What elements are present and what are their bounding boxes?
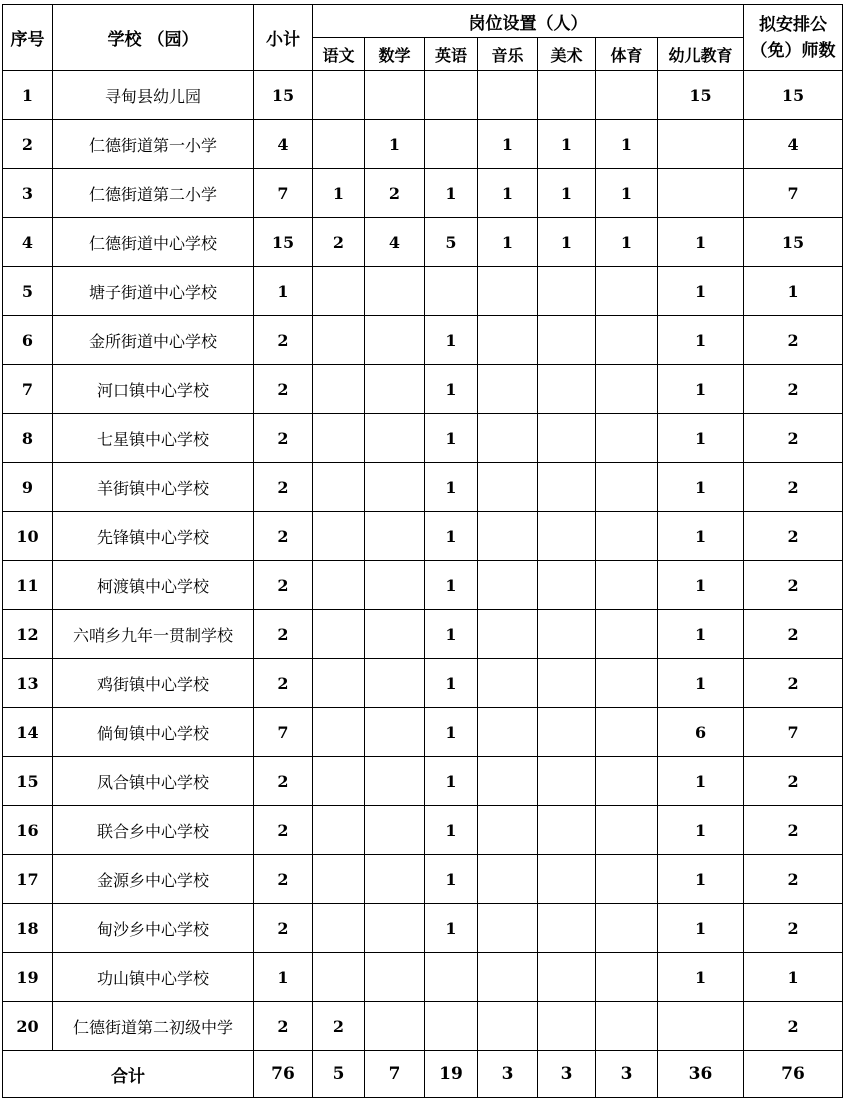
header-subtotal: 小计 — [254, 5, 313, 71]
row-position-cell — [596, 561, 658, 610]
row-position-cell: 1 — [425, 512, 478, 561]
row-position-cell: 1 — [478, 169, 538, 218]
table-row — [3, 512, 843, 561]
row-subtotal: 2 — [254, 610, 313, 659]
row-position-cell — [596, 512, 658, 561]
row-school: 仁德街道第二初级中学 — [53, 1002, 254, 1051]
row-seq: 14 — [3, 708, 53, 757]
row-seq: 4 — [3, 218, 53, 267]
row-position-cell — [478, 806, 538, 855]
row-position-cell — [538, 463, 596, 512]
header-school: 学校 （园） — [53, 5, 254, 71]
row-final: 2 — [744, 463, 843, 512]
row-seq: 9 — [3, 463, 53, 512]
row-position-cell — [478, 365, 538, 414]
row-position-cell — [313, 610, 365, 659]
row-position-cell — [313, 267, 365, 316]
row-position-cell: 1 — [658, 316, 744, 365]
row-position-cell: 1 — [538, 218, 596, 267]
row-final: 2 — [744, 1002, 843, 1051]
row-position-cell — [478, 953, 538, 1002]
row-position-cell — [365, 512, 425, 561]
row-position-cell — [478, 757, 538, 806]
row-seq: 13 — [3, 659, 53, 708]
row-subtotal: 2 — [254, 806, 313, 855]
row-position-cell — [313, 855, 365, 904]
row-position-cell — [478, 71, 538, 120]
row-position-cell — [313, 561, 365, 610]
row-position-cell — [313, 659, 365, 708]
row-position-cell: 2 — [313, 218, 365, 267]
row-position-cell — [478, 1002, 538, 1051]
row-subtotal: 1 — [254, 953, 313, 1002]
row-school: 柯渡镇中心学校 — [53, 561, 254, 610]
row-position-cell — [365, 757, 425, 806]
total-cell: 36 — [658, 1051, 744, 1098]
row-position-cell — [538, 365, 596, 414]
row-position-cell — [596, 806, 658, 855]
row-school: 联合乡中心学校 — [53, 806, 254, 855]
row-position-cell — [596, 659, 658, 708]
row-final: 2 — [744, 561, 843, 610]
header-subject: 数学 — [365, 38, 425, 71]
table-row — [3, 463, 843, 512]
row-position-cell — [538, 953, 596, 1002]
document-page — [0, 4, 844, 1098]
row-final: 15 — [744, 71, 843, 120]
row-position-cell — [538, 855, 596, 904]
header-subject: 音乐 — [478, 38, 538, 71]
row-position-cell — [538, 757, 596, 806]
row-seq: 20 — [3, 1002, 53, 1051]
table-footer — [3, 1051, 843, 1098]
row-school: 河口镇中心学校 — [53, 365, 254, 414]
row-position-cell: 1 — [425, 904, 478, 953]
table-row — [3, 610, 843, 659]
row-position-cell — [365, 463, 425, 512]
row-final: 2 — [744, 316, 843, 365]
row-position-cell — [365, 561, 425, 610]
table-row — [3, 267, 843, 316]
total-final: 76 — [744, 1051, 843, 1098]
row-position-cell — [538, 904, 596, 953]
row-position-cell: 1 — [658, 365, 744, 414]
row-position-cell — [538, 659, 596, 708]
teacher-allocation-table — [2, 4, 843, 1098]
row-position-cell: 1 — [365, 120, 425, 169]
table-row — [3, 120, 843, 169]
row-subtotal: 15 — [254, 218, 313, 267]
row-position-cell: 2 — [313, 1002, 365, 1051]
row-position-cell — [365, 414, 425, 463]
total-row — [3, 1051, 843, 1098]
row-position-cell — [425, 120, 478, 169]
row-position-cell — [365, 708, 425, 757]
row-school: 功山镇中心学校 — [53, 953, 254, 1002]
row-final: 7 — [744, 169, 843, 218]
header-positions-group: 岗位设置（人） — [313, 5, 744, 38]
row-seq: 6 — [3, 316, 53, 365]
row-position-cell — [596, 855, 658, 904]
row-subtotal: 7 — [254, 708, 313, 757]
row-position-cell: 4 — [365, 218, 425, 267]
row-position-cell — [425, 71, 478, 120]
total-cell: 5 — [313, 1051, 365, 1098]
row-seq: 3 — [3, 169, 53, 218]
row-position-cell: 1 — [658, 855, 744, 904]
row-school: 七星镇中心学校 — [53, 414, 254, 463]
row-school: 金所街道中心学校 — [53, 316, 254, 365]
total-cell: 3 — [478, 1051, 538, 1098]
row-position-cell: 1 — [313, 169, 365, 218]
row-position-cell — [596, 904, 658, 953]
row-final: 2 — [744, 365, 843, 414]
row-position-cell — [425, 267, 478, 316]
row-position-cell — [478, 904, 538, 953]
row-position-cell — [658, 1002, 744, 1051]
row-position-cell — [365, 610, 425, 659]
row-position-cell — [478, 708, 538, 757]
row-final: 2 — [744, 855, 843, 904]
row-position-cell: 1 — [596, 120, 658, 169]
row-position-cell: 1 — [425, 561, 478, 610]
row-subtotal: 2 — [254, 512, 313, 561]
header-final — [744, 5, 843, 71]
row-position-cell: 1 — [538, 169, 596, 218]
row-position-cell — [596, 365, 658, 414]
row-position-cell — [596, 267, 658, 316]
table-body — [3, 71, 843, 1051]
row-position-cell — [365, 267, 425, 316]
table-row — [3, 218, 843, 267]
header-final-line2: （免）师数 — [750, 40, 836, 61]
table-row — [3, 708, 843, 757]
row-position-cell — [478, 267, 538, 316]
row-position-cell: 1 — [658, 757, 744, 806]
row-position-cell — [365, 365, 425, 414]
row-position-cell — [313, 757, 365, 806]
row-seq: 2 — [3, 120, 53, 169]
row-position-cell — [658, 169, 744, 218]
row-position-cell — [478, 316, 538, 365]
row-subtotal: 1 — [254, 267, 313, 316]
row-position-cell: 1 — [658, 806, 744, 855]
row-school: 六哨乡九年一贯制学校 — [53, 610, 254, 659]
row-position-cell — [365, 316, 425, 365]
row-position-cell: 1 — [658, 414, 744, 463]
row-position-cell — [365, 71, 425, 120]
row-position-cell: 1 — [596, 169, 658, 218]
table-row — [3, 659, 843, 708]
row-seq: 18 — [3, 904, 53, 953]
row-position-cell: 1 — [425, 659, 478, 708]
row-position-cell — [478, 659, 538, 708]
table-row — [3, 316, 843, 365]
row-position-cell — [365, 953, 425, 1002]
row-school: 倘甸镇中心学校 — [53, 708, 254, 757]
row-seq: 11 — [3, 561, 53, 610]
row-final: 1 — [744, 953, 843, 1002]
row-position-cell: 1 — [658, 463, 744, 512]
row-school: 鸡街镇中心学校 — [53, 659, 254, 708]
row-position-cell — [596, 463, 658, 512]
row-position-cell — [538, 806, 596, 855]
row-position-cell: 6 — [658, 708, 744, 757]
header-subject: 美术 — [538, 38, 596, 71]
row-school: 仁德街道第一小学 — [53, 120, 254, 169]
row-position-cell — [596, 1002, 658, 1051]
row-school: 甸沙乡中心学校 — [53, 904, 254, 953]
row-position-cell: 1 — [425, 316, 478, 365]
row-position-cell — [538, 610, 596, 659]
table-row — [3, 1002, 843, 1051]
table-row — [3, 169, 843, 218]
row-position-cell — [313, 512, 365, 561]
row-subtotal: 2 — [254, 316, 313, 365]
row-position-cell — [313, 365, 365, 414]
row-position-cell: 1 — [658, 218, 744, 267]
row-position-cell: 2 — [365, 169, 425, 218]
row-position-cell — [478, 855, 538, 904]
row-subtotal: 2 — [254, 414, 313, 463]
row-subtotal: 2 — [254, 904, 313, 953]
row-school: 仁德街道第二小学 — [53, 169, 254, 218]
row-position-cell: 1 — [478, 120, 538, 169]
row-position-cell — [596, 953, 658, 1002]
header-subject: 英语 — [425, 38, 478, 71]
table-row — [3, 561, 843, 610]
row-seq: 7 — [3, 365, 53, 414]
row-final: 2 — [744, 512, 843, 561]
row-position-cell — [538, 316, 596, 365]
row-final: 7 — [744, 708, 843, 757]
row-position-cell — [313, 316, 365, 365]
row-position-cell — [596, 708, 658, 757]
row-final: 1 — [744, 267, 843, 316]
row-subtotal: 2 — [254, 659, 313, 708]
row-position-cell: 5 — [425, 218, 478, 267]
row-position-cell — [596, 414, 658, 463]
row-seq: 10 — [3, 512, 53, 561]
table-header — [3, 5, 843, 71]
row-position-cell — [425, 953, 478, 1002]
total-label: 合计 — [3, 1051, 254, 1098]
row-seq: 17 — [3, 855, 53, 904]
table-row — [3, 904, 843, 953]
row-position-cell — [313, 953, 365, 1002]
table-row — [3, 71, 843, 120]
row-seq: 15 — [3, 757, 53, 806]
row-position-cell — [365, 806, 425, 855]
row-position-cell — [478, 561, 538, 610]
row-position-cell — [538, 414, 596, 463]
row-position-cell — [658, 120, 744, 169]
row-position-cell — [425, 1002, 478, 1051]
table-row — [3, 414, 843, 463]
row-position-cell — [313, 904, 365, 953]
row-final: 15 — [744, 218, 843, 267]
row-final: 2 — [744, 414, 843, 463]
row-school: 羊街镇中心学校 — [53, 463, 254, 512]
row-position-cell — [478, 463, 538, 512]
row-seq: 1 — [3, 71, 53, 120]
table-row — [3, 365, 843, 414]
header-subject: 语文 — [313, 38, 365, 71]
row-position-cell: 1 — [425, 414, 478, 463]
row-final: 2 — [744, 904, 843, 953]
row-position-cell: 1 — [658, 659, 744, 708]
row-school: 凤合镇中心学校 — [53, 757, 254, 806]
row-final: 2 — [744, 757, 843, 806]
row-position-cell — [538, 267, 596, 316]
row-position-cell — [596, 610, 658, 659]
row-position-cell — [538, 1002, 596, 1051]
total-subtotal: 76 — [254, 1051, 313, 1098]
row-position-cell: 1 — [478, 218, 538, 267]
table-row — [3, 806, 843, 855]
row-position-cell — [365, 659, 425, 708]
row-position-cell: 15 — [658, 71, 744, 120]
row-position-cell — [596, 757, 658, 806]
row-position-cell — [313, 708, 365, 757]
total-cell: 19 — [425, 1051, 478, 1098]
row-seq: 16 — [3, 806, 53, 855]
row-position-cell: 1 — [538, 120, 596, 169]
header-subject: 幼儿教育 — [658, 38, 744, 71]
row-position-cell: 1 — [425, 855, 478, 904]
row-seq: 8 — [3, 414, 53, 463]
row-school: 塘子街道中心学校 — [53, 267, 254, 316]
row-position-cell: 1 — [425, 806, 478, 855]
row-subtotal: 2 — [254, 463, 313, 512]
row-position-cell — [596, 316, 658, 365]
row-position-cell: 1 — [658, 953, 744, 1002]
row-position-cell — [538, 71, 596, 120]
header-seq: 序号 — [3, 5, 53, 71]
row-subtotal: 2 — [254, 855, 313, 904]
row-position-cell — [478, 610, 538, 659]
row-position-cell: 1 — [658, 267, 744, 316]
row-position-cell — [365, 904, 425, 953]
row-position-cell — [313, 463, 365, 512]
total-cell: 7 — [365, 1051, 425, 1098]
row-subtotal: 15 — [254, 71, 313, 120]
row-final: 2 — [744, 610, 843, 659]
header-final-line1: 拟安排公 — [759, 14, 828, 35]
row-position-cell: 1 — [425, 365, 478, 414]
row-school: 金源乡中心学校 — [53, 855, 254, 904]
row-subtotal: 7 — [254, 169, 313, 218]
total-cell: 3 — [538, 1051, 596, 1098]
row-position-cell — [538, 561, 596, 610]
row-position-cell: 1 — [596, 218, 658, 267]
row-position-cell: 1 — [658, 610, 744, 659]
row-subtotal: 2 — [254, 757, 313, 806]
row-subtotal: 2 — [254, 561, 313, 610]
row-position-cell: 1 — [425, 708, 478, 757]
row-position-cell: 1 — [658, 561, 744, 610]
table-row — [3, 953, 843, 1002]
row-school: 先锋镇中心学校 — [53, 512, 254, 561]
row-position-cell: 1 — [425, 757, 478, 806]
row-position-cell — [538, 512, 596, 561]
row-subtotal: 2 — [254, 1002, 313, 1051]
row-position-cell — [478, 512, 538, 561]
row-position-cell — [313, 71, 365, 120]
row-position-cell — [538, 708, 596, 757]
row-position-cell: 1 — [658, 512, 744, 561]
header-subject: 体育 — [596, 38, 658, 71]
row-position-cell — [596, 71, 658, 120]
row-subtotal: 4 — [254, 120, 313, 169]
row-position-cell: 1 — [658, 904, 744, 953]
row-position-cell: 1 — [425, 610, 478, 659]
row-final: 4 — [744, 120, 843, 169]
row-seq: 5 — [3, 267, 53, 316]
row-position-cell — [365, 855, 425, 904]
row-school: 寻甸县幼儿园 — [53, 71, 254, 120]
row-seq: 19 — [3, 953, 53, 1002]
table-row — [3, 855, 843, 904]
row-position-cell — [313, 120, 365, 169]
row-position-cell: 1 — [425, 169, 478, 218]
total-cell: 3 — [596, 1051, 658, 1098]
row-final: 2 — [744, 806, 843, 855]
row-school: 仁德街道中心学校 — [53, 218, 254, 267]
table-row — [3, 757, 843, 806]
row-position-cell — [478, 414, 538, 463]
row-final: 2 — [744, 659, 843, 708]
row-position-cell — [313, 806, 365, 855]
row-seq: 12 — [3, 610, 53, 659]
row-subtotal: 2 — [254, 365, 313, 414]
row-position-cell — [365, 1002, 425, 1051]
row-position-cell: 1 — [425, 463, 478, 512]
row-position-cell — [313, 414, 365, 463]
